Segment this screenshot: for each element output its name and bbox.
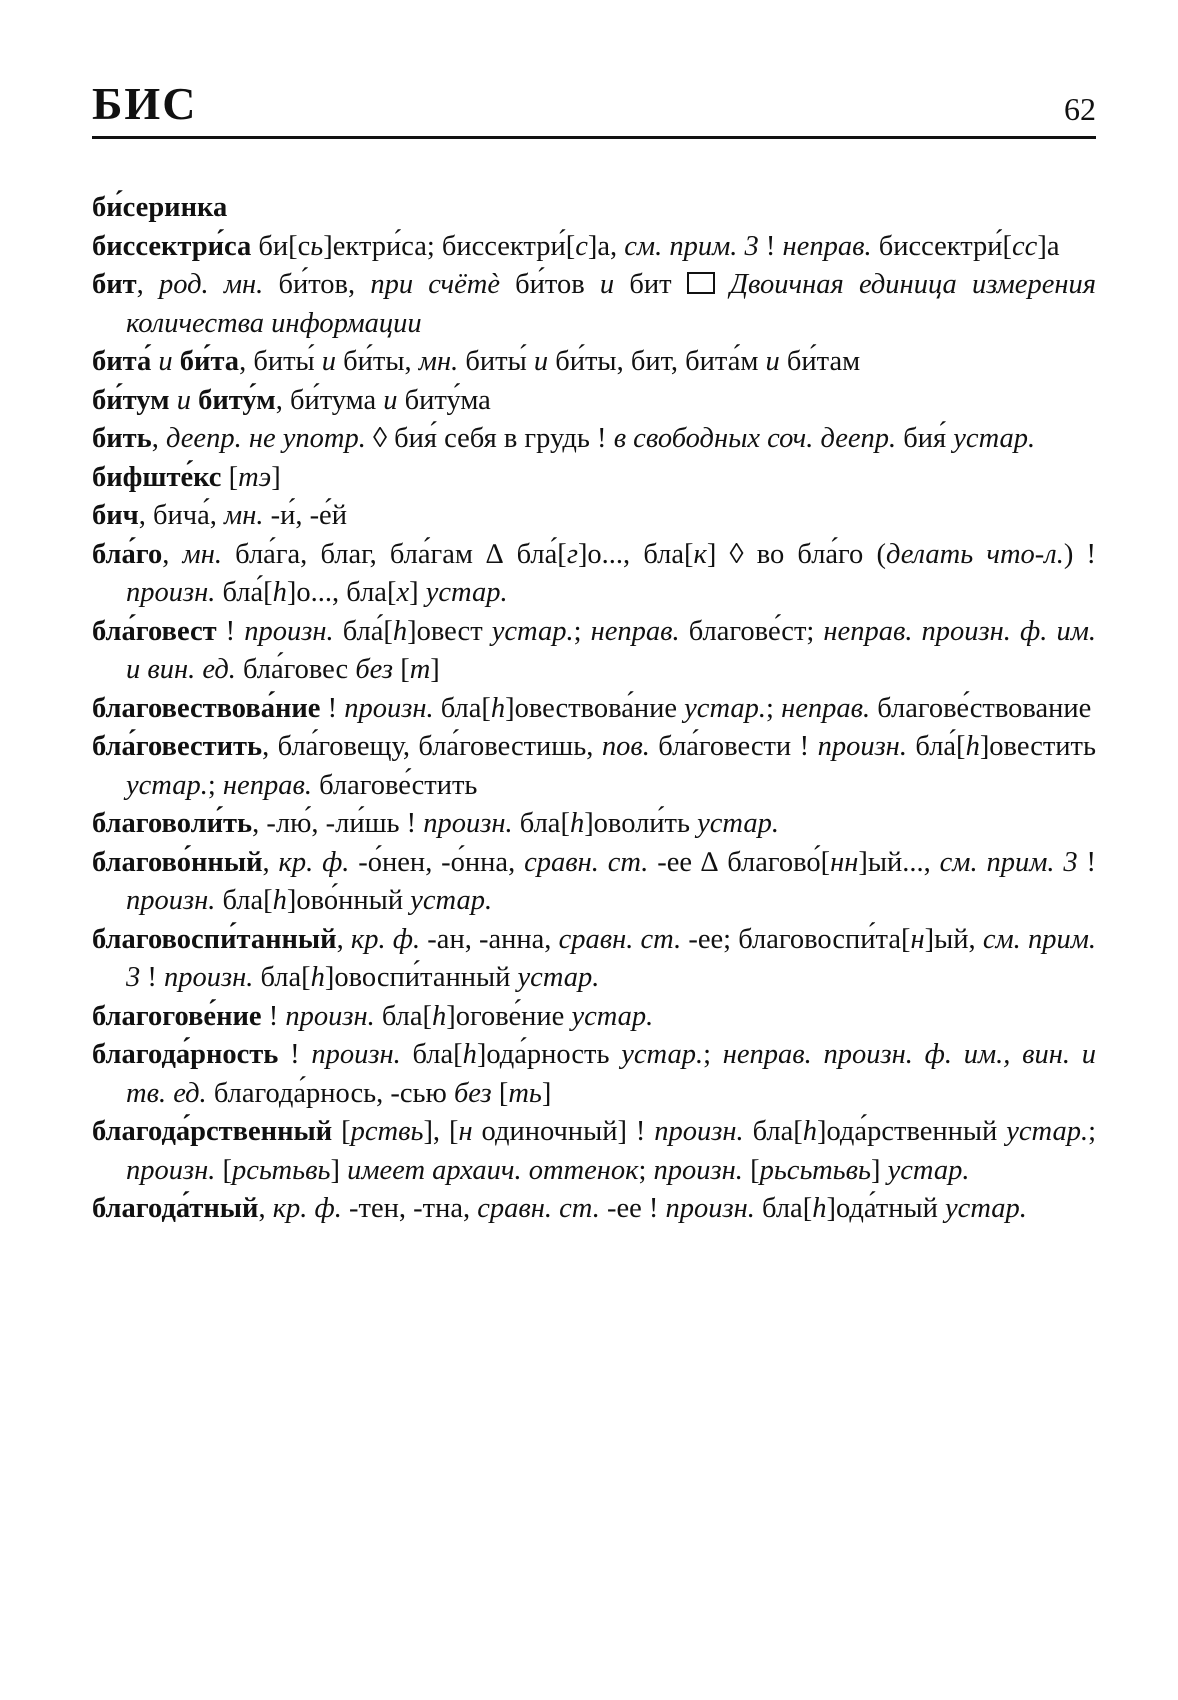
italic-note: см. прим. 3	[126, 923, 1097, 993]
headword: бита́	[92, 346, 152, 377]
headword: бла́говест	[92, 615, 217, 647]
italic-note: ь	[528, 1077, 542, 1109]
italic-note: неправ.	[222, 769, 312, 801]
italic-note: неправ.	[590, 615, 680, 647]
headword: благовествова́ние	[92, 692, 321, 724]
entry-text: , би́тума	[275, 384, 384, 416]
italic-note: ь	[258, 1154, 272, 1186]
dictionary-entry	[92, 497, 1096, 536]
entry-text: благове́ствование	[870, 692, 1092, 724]
entry-text: ]	[330, 1154, 348, 1186]
entry-text: , -лю́, -ли́шь !	[252, 808, 424, 839]
entry-text: бла[	[512, 808, 570, 839]
italic-note: устар.	[1006, 1116, 1089, 1147]
italic-note: произн.	[126, 885, 216, 916]
entry-text: [	[221, 461, 239, 493]
entry-text: ;	[207, 769, 223, 801]
entry-text: благода́рнось, -сью	[206, 1077, 454, 1109]
entry-text: биты́	[458, 346, 534, 377]
italic-note: h	[392, 615, 408, 647]
italic-note: устар.	[491, 615, 574, 647]
entry-text: ]огове́ние	[446, 1000, 572, 1032]
italic-note: устар.	[571, 1000, 654, 1032]
square-symbol-icon	[687, 272, 715, 294]
italic-note: Двоичная единица измерения количества информации	[126, 269, 1096, 339]
italic-note: сравн. ст.	[558, 923, 682, 955]
headword: бифште́кс	[92, 461, 222, 493]
headword: би́тум	[92, 384, 170, 416]
italic-note: см. прим. 3	[939, 846, 1078, 878]
dictionary-entry	[92, 459, 1096, 498]
italic-note: сравн. ст.	[477, 1193, 600, 1224]
entry-text: ]	[871, 1154, 888, 1186]
italic-note: р	[759, 1154, 774, 1186]
entry-text: ;	[638, 1154, 654, 1186]
entry-text: бия́	[896, 423, 954, 454]
entry-text: !	[216, 615, 245, 647]
entry-list	[92, 189, 1096, 1229]
italic-note: и	[321, 346, 337, 377]
entry-text: би́там	[779, 346, 861, 377]
entry-text: !	[320, 692, 345, 724]
entry-text: би[с	[251, 230, 311, 262]
entry-text: !	[278, 1039, 312, 1070]
italic-note: рс	[232, 1154, 259, 1186]
entry-text: бла́[	[333, 615, 393, 647]
italic-note: ь	[858, 1154, 871, 1186]
entry-text: благове́стить	[311, 769, 478, 801]
italic-note: мн.	[224, 500, 264, 531]
italic-note: произн.	[126, 577, 216, 608]
entry-text: ], [	[423, 1116, 459, 1147]
entry-text: биссектри́[	[871, 230, 1013, 262]
entry-text: ]	[409, 577, 426, 608]
italic-note: кр. ф.	[272, 1193, 342, 1224]
entry-text: ]о..., бла[	[286, 577, 397, 608]
entry-text: бла[	[743, 1116, 803, 1147]
dictionary-entry	[92, 998, 1096, 1037]
italic-note: произн.	[164, 962, 254, 993]
dictionary-entry	[92, 1190, 1096, 1229]
italic-note: произн.	[423, 808, 513, 839]
entry-text: бла[	[754, 1193, 813, 1224]
italic-note: ь	[832, 1154, 846, 1186]
entry-text: , бла́говещу, бла́говестишь,	[262, 731, 602, 762]
headword: благовоспи́танный	[92, 923, 337, 955]
italic-note: кр. ф.	[350, 923, 421, 955]
italic-note: х	[396, 577, 410, 608]
italic-note: и	[151, 346, 180, 377]
entry-text: ◊ бия́ себя в грудь !	[365, 423, 614, 454]
italic-note: h	[432, 1000, 447, 1032]
entry-text: ;	[703, 1039, 723, 1070]
entry-text: -ее ∆ благово́[	[648, 846, 831, 878]
entry-text: -ее !	[599, 1193, 666, 1224]
entry-text: ]а,	[587, 230, 625, 262]
italic-note: рств	[350, 1116, 411, 1147]
italic-note: т	[508, 1077, 529, 1109]
dictionary-entry	[92, 728, 1096, 805]
entry-text: ;	[1088, 1116, 1096, 1147]
headword: би́та	[179, 346, 240, 377]
entry-text: бла[	[400, 1039, 463, 1070]
running-head: БИС	[92, 78, 198, 129]
dictionary-entry	[92, 382, 1096, 421]
entry-text: ]а	[1037, 230, 1060, 262]
headword: бич	[92, 500, 139, 531]
italic-note: г	[566, 538, 578, 570]
headword: биту́м	[198, 384, 276, 416]
italic-note: и	[765, 346, 780, 377]
entry-text: -тен, -тна,	[341, 1193, 478, 1224]
italic-note: мн.	[418, 346, 459, 377]
entry-text: ]	[430, 654, 440, 685]
italic-note: устар.	[953, 423, 1036, 454]
italic-note: т	[409, 654, 431, 685]
italic-note: ь	[799, 1154, 813, 1186]
entry-text: ,	[136, 269, 159, 300]
entry-text: бит	[614, 269, 687, 300]
dictionary-entry	[92, 690, 1096, 729]
entry-text: ]овествова́ние	[505, 692, 685, 724]
italic-note: род. мн.	[158, 269, 264, 300]
italic-note: неправ. произн. ф. им., вин. и тв. ед.	[126, 1039, 1097, 1109]
dictionary-entry	[92, 266, 1096, 343]
entry-text: ]ода́рность	[476, 1039, 622, 1070]
entry-text: ]ый...,	[858, 846, 940, 878]
italic-note: h	[462, 1039, 477, 1070]
dictionary-entry	[92, 844, 1096, 921]
page-header	[92, 78, 1096, 139]
entry-text: -и́, -е́й	[263, 500, 347, 531]
italic-note: устар.	[126, 769, 208, 801]
entry-text: ]о..., бла[	[577, 538, 694, 570]
italic-note: в свободных соч. деепр.	[613, 423, 897, 454]
italic-note: h	[310, 962, 325, 993]
headword: благода́рность	[92, 1039, 279, 1070]
entry-text: -ее; благовоспи́та[	[681, 923, 911, 955]
dictionary-entry	[92, 1036, 1096, 1113]
italic-note: устар.	[410, 885, 493, 916]
italic-note: делать что-л.	[885, 538, 1064, 570]
headword: би́серинка	[92, 192, 228, 223]
entry-text: [	[491, 1077, 509, 1109]
entry-text: [	[393, 654, 410, 685]
page-number: 62	[1064, 91, 1096, 127]
entry-text: ]	[541, 1077, 552, 1109]
dictionary-entry	[92, 343, 1096, 382]
italic-note: устар.	[697, 808, 779, 839]
entry-text: одиночный] !	[472, 1116, 655, 1147]
entry-text: !	[140, 962, 164, 993]
entry-text: ,	[162, 538, 183, 570]
dictionary-entry	[92, 805, 1096, 844]
entry-text: !	[261, 1000, 286, 1032]
headword: бит	[92, 269, 137, 300]
italic-note: устар.	[621, 1039, 704, 1070]
italic-note: произн.	[817, 731, 907, 762]
headword: благода́рственный	[92, 1116, 333, 1147]
entry-text: ]ово́нный	[286, 885, 411, 916]
italic-note: произн.	[244, 615, 334, 647]
entry-text: бла[	[253, 962, 311, 993]
italic-note: с	[786, 1154, 800, 1186]
italic-note: деепр. не употр.	[166, 423, 366, 454]
italic-note: н	[910, 923, 925, 955]
entry-text: -о́нен, -о́нна,	[349, 846, 525, 878]
italic-note: устар.	[517, 962, 600, 993]
entry-text: !	[758, 230, 783, 262]
italic-note: h	[802, 1116, 818, 1147]
entry-text: [	[332, 1116, 351, 1147]
entry-text: ,	[151, 423, 166, 454]
italic-note: неправ.	[781, 692, 871, 724]
entry-text: ]овестить	[979, 731, 1097, 762]
italic-note: без	[355, 654, 394, 685]
headword: благогове́ние	[92, 1000, 262, 1032]
italic-note: н	[458, 1116, 473, 1147]
entry-text: биту́ма	[397, 384, 491, 416]
italic-note: т	[812, 1154, 833, 1186]
dictionary-page	[92, 78, 1096, 1229]
italic-note: сс	[1012, 230, 1038, 262]
italic-note: с	[575, 230, 588, 262]
entry-text: , бича́,	[138, 500, 224, 531]
italic-note: кр. ф.	[278, 846, 350, 878]
italic-note: h	[569, 808, 585, 839]
entry-text: ,	[262, 846, 279, 878]
entry-text: [	[215, 1154, 233, 1186]
entry-text: би́ты, бит, бита́м	[548, 346, 766, 377]
italic-note: при счётѐ	[370, 269, 500, 300]
italic-note: произн.	[654, 1116, 744, 1147]
italic-note: h	[272, 577, 287, 608]
italic-note: устар.	[425, 577, 508, 608]
headword: биссектри́са	[92, 230, 252, 262]
italic-note: см. прим. 3	[624, 230, 759, 262]
entry-text: би́тов,	[263, 269, 371, 300]
italic-note: и	[599, 269, 615, 300]
entry-text: ;	[766, 692, 782, 724]
entry-text: бла́[	[215, 577, 273, 608]
italic-note: в	[845, 1154, 859, 1186]
entry-text: , биты́	[239, 346, 322, 377]
entry-text: би́ты,	[336, 346, 419, 377]
italic-note: ь	[310, 230, 324, 262]
headword: бить	[92, 423, 152, 454]
italic-note: ь	[292, 1154, 306, 1186]
entry-text: ) !	[1063, 538, 1096, 570]
entry-text: -ан, -анна,	[420, 923, 559, 955]
entry-text: ]овест	[407, 615, 492, 647]
italic-note: произн.	[285, 1000, 375, 1032]
italic-note: без	[453, 1077, 492, 1109]
entry-text: ]ектри́са; биссектри́[	[323, 230, 576, 262]
italic-note: нн	[830, 846, 859, 878]
italic-note: к	[693, 538, 707, 570]
italic-note: h	[490, 692, 506, 724]
italic-note: устар.	[945, 1193, 1027, 1224]
italic-note: ь	[317, 1154, 331, 1186]
italic-note: т	[271, 1154, 293, 1186]
entry-text: ]овоспи́танный	[324, 962, 518, 993]
italic-note: произн.	[311, 1039, 401, 1070]
dictionary-entry	[92, 613, 1096, 690]
entry-text: бла[	[215, 885, 273, 916]
entry-text: благове́ст;	[679, 615, 824, 647]
entry-text	[715, 269, 730, 300]
entry-text: ,	[336, 923, 351, 955]
entry-text: !	[1077, 846, 1097, 878]
headword: благода́тный	[92, 1193, 259, 1224]
entry-text: бла[	[433, 692, 491, 724]
entry-text: ;	[573, 615, 591, 647]
italic-note: произн.	[653, 1154, 743, 1186]
dictionary-entry	[92, 228, 1096, 267]
italic-note: и	[383, 384, 398, 416]
italic-note: в	[305, 1154, 318, 1186]
italic-note: произн.	[126, 1154, 216, 1186]
entry-text: ]	[271, 461, 281, 493]
dictionary-entry	[92, 921, 1096, 998]
entry-text: бла́говес	[235, 654, 356, 685]
entry-text: [	[742, 1154, 760, 1186]
entry-text: ]ода́рственный	[817, 1116, 1007, 1147]
dictionary-entry	[92, 536, 1096, 613]
italic-note: неправ.	[782, 230, 872, 262]
italic-note: произн.	[665, 1193, 755, 1224]
italic-note: неправ. произн. ф. им. и вин. ед.	[126, 615, 1097, 685]
entry-text: ]ый,	[924, 923, 983, 955]
italic-note: пов.	[601, 731, 650, 762]
italic-note: и	[169, 384, 199, 416]
entry-text: ]ода́тный	[826, 1193, 946, 1224]
italic-note: устар.	[684, 692, 767, 724]
italic-note: произн.	[344, 692, 434, 724]
entry-text: ] ◊ во бла́го (	[706, 538, 886, 570]
italic-note: мн.	[182, 538, 222, 570]
entry-text: би́тов	[500, 269, 600, 300]
headword: благово́нный	[92, 846, 263, 878]
entry-text: ,	[258, 1193, 273, 1224]
dictionary-entry	[92, 189, 1096, 228]
italic-note: h	[272, 885, 287, 916]
italic-note: h	[965, 731, 980, 762]
entry-text: бла[	[374, 1000, 432, 1032]
italic-note: и	[533, 346, 549, 377]
dictionary-entry	[92, 420, 1096, 459]
headword: благоволи́ть	[92, 808, 253, 839]
italic-note: h	[812, 1193, 827, 1224]
italic-note: ь	[410, 1116, 424, 1147]
entry-text: ]оволи́ть	[584, 808, 698, 839]
dictionary-entry	[92, 1113, 1096, 1190]
italic-note: ь	[773, 1154, 787, 1186]
italic-note: тэ	[238, 461, 272, 493]
entry-text: бла́[	[906, 731, 966, 762]
italic-note: сравн. ст.	[524, 846, 649, 878]
italic-note: имеет архаич. оттенок	[347, 1154, 639, 1186]
entry-text: бла́га, благ, бла́гам ∆ бла́[	[222, 538, 567, 570]
headword: бла́го	[92, 538, 163, 570]
entry-text: бла́говести !	[649, 731, 818, 762]
headword: бла́говестить	[92, 731, 263, 762]
italic-note: устар.	[887, 1154, 970, 1186]
